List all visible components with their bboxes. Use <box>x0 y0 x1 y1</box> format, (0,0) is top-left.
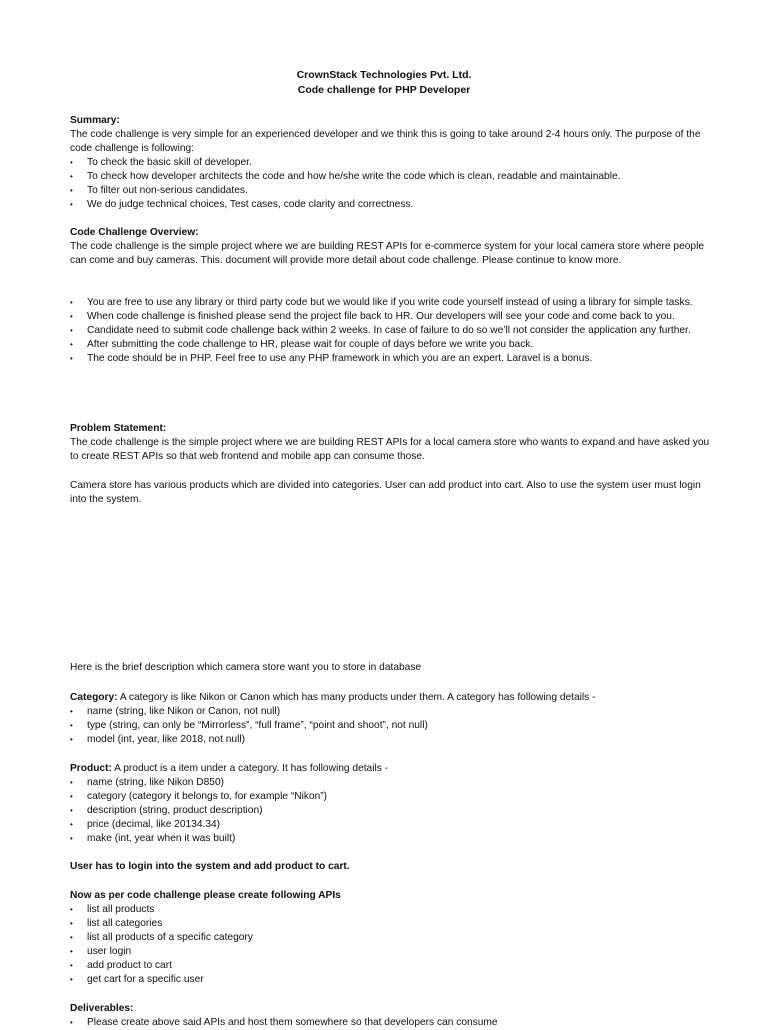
list-item: • model (int, year, like 2018, not null) <box>70 733 710 747</box>
login-note-block <box>70 860 710 874</box>
list-item: • Please create above said APIs and host them somewhere so that developers can consume <box>70 1016 710 1030</box>
list-item: • We do judge technical choices, Test cases, code clarity and correctness. <box>70 198 710 212</box>
category-label: Category: <box>70 692 118 703</box>
category-intro <box>70 691 710 705</box>
list-item: • name (string, like Nikon or Canon, not null) <box>70 705 710 719</box>
deliverables-list <box>70 1016 710 1030</box>
apis-list <box>70 903 710 987</box>
product-list <box>70 776 710 846</box>
list-item: • Candidate need to submit code challenge back within 2 weeks. In case of failure to do so we’ll not consider the application any further. <box>70 324 710 338</box>
list-item: • You are free to use any library or third party code but we would like if you write code yourself instead of using a library for simple tasks. <box>70 296 710 310</box>
list-item: • name (string, like Nikon D850) <box>70 776 710 790</box>
list-item: • user login <box>70 945 710 959</box>
overview-section <box>70 226 710 268</box>
problem-text-1: The code challenge is the simple project where we are building REST APIs for a local camera store who wants to expand and have asked you to create REST APIs so that web frontend and mobile app can consume those. <box>70 437 710 462</box>
problem-text-2-block <box>70 479 710 507</box>
summary-section <box>70 114 710 212</box>
brief-block <box>70 661 710 675</box>
overview-heading: Code Challenge Overview: <box>70 227 199 238</box>
deliverables-section <box>70 1002 710 1030</box>
list-item: • list all products of a specific category <box>70 931 710 945</box>
list-item: • To check how developer architects the code and how he/she write the code which is clean, readable and maintainable. <box>70 170 710 184</box>
problem-section <box>70 422 710 464</box>
problem-text-2: Camera store has various products which are divided into categories. User can add product into cart. Also to use the system user must login into the system. <box>70 480 701 505</box>
brief-text: Here is the brief description which camera store want you to store in database <box>70 662 422 673</box>
overview-bullets <box>70 296 710 366</box>
summary-text: The code challenge is very simple for an experienced developer and we think this is going to take around 2-4 hours only. The purpose of the code challenge is following: <box>70 129 701 154</box>
company-title: CrownStack Technologies Pvt. Ltd. <box>296 69 472 81</box>
list-item: • list all categories <box>70 917 710 931</box>
list-item: • price (decimal, like 20134.34) <box>70 818 710 832</box>
apis-heading: Now as per code challenge please create following APIs <box>70 890 341 901</box>
list-item: • type (string, can only be “Mirrorless”, “full frame”, “point and shoot”, not null) <box>70 719 710 733</box>
list-item: • category (category it belongs to, for example “Nikon”) <box>70 790 710 804</box>
category-list <box>70 705 710 747</box>
list-item: • list all products <box>70 903 710 917</box>
list-item: • add product to cart <box>70 959 710 973</box>
list-item: • get cart for a specific user <box>70 973 710 987</box>
list-item: • The code should be in PHP. Feel free to use any PHP framework in which you are an expert. Laravel is a bonus. <box>70 352 710 366</box>
list-item: • To check the basic skill of developer. <box>70 156 710 170</box>
summary-heading: Summary: <box>70 115 120 126</box>
product-section <box>70 762 710 846</box>
overview-list <box>70 296 710 366</box>
product-text: A product is a item under a category. It has following details - <box>111 763 389 774</box>
category-text: A category is like Nikon or Canon which has many products under them. A category has following details - <box>117 692 596 703</box>
apis-section <box>70 889 710 987</box>
list-item: • When code challenge is finished please send the project file back to HR. Our developers will see your code and come back to you. <box>70 310 710 324</box>
list-item: • To filter out non-serious candidates. <box>70 184 710 198</box>
product-intro <box>70 762 710 776</box>
product-label: Product: <box>70 763 112 774</box>
login-note: User has to login into the system and add product to cart. <box>70 861 350 872</box>
list-item: • After submitting the code challenge to HR, please wait for couple of days before we write you back. <box>70 338 710 352</box>
category-section <box>70 691 710 747</box>
deliverables-heading: Deliverables: <box>70 1003 134 1014</box>
list-item: • description (string, product description) <box>70 804 710 818</box>
document-subtitle: Code challenge for PHP Developer <box>297 84 471 96</box>
list-item: • make (int, year when it was built) <box>70 832 710 846</box>
summary-list <box>70 156 710 212</box>
overview-text: The code challenge is the simple project where we are building REST APIs for e-commerce system for your local camera store where people can come and buy cameras. This. document will provide more detail about code challenge. Please continue to know more. <box>70 241 704 266</box>
problem-heading: Problem Statement: <box>70 423 167 434</box>
